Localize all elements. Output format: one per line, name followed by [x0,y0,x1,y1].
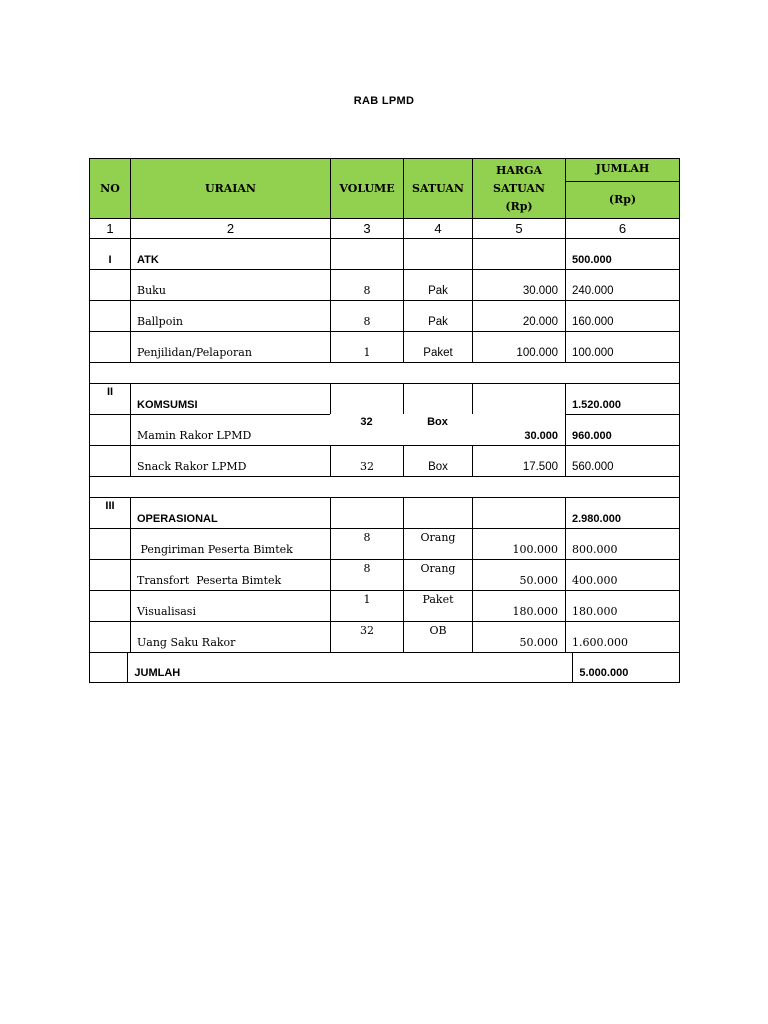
table-row [89,414,680,445]
item-volume: 32 [360,416,373,428]
budget-table [89,158,680,683]
table-row [89,590,680,621]
section-gap [89,362,680,383]
item-harga: 100.000 [516,347,558,359]
table-row [89,445,680,476]
table-row [89,331,680,362]
column-number: 4 [403,218,472,238]
header-harga-satuan [472,158,565,218]
item-uraian: Ballpoin [137,315,183,328]
section-total: 500.000 [572,254,612,266]
item-jumlah: 400.000 [572,574,618,587]
section-row-operasional [89,497,680,528]
header-harga-line1: HARGA [496,163,542,177]
item-uraian: Visualisasi [137,605,196,618]
item-satuan: Box [427,416,448,428]
item-harga: 20.000 [522,316,558,328]
column-number: 6 [565,218,680,238]
item-jumlah: 100.000 [572,347,614,359]
header-harga-line2: SATUAN [493,181,545,195]
section-total: 2.980.000 [572,513,621,525]
item-harga: 30.000 [524,430,558,442]
item-jumlah: 560.000 [572,461,614,473]
header-jumlah [565,158,680,218]
total-label: JUMLAH [134,667,181,679]
item-jumlah: 180.000 [572,605,618,618]
item-harga: 30.000 [522,285,558,297]
header-no: NO [89,158,130,218]
item-uraian: Penjilidan/Pelaporan [137,346,252,359]
item-uraian: Transfort Peserta Bimtek [137,574,282,587]
item-satuan: Pak [428,316,448,328]
table-header [89,158,680,218]
section-row-atk [89,238,680,269]
section-row-komsumsi [89,383,680,414]
item-jumlah: 160.000 [572,316,614,328]
section-name: KOMSUMSI [137,399,198,411]
item-jumlah: 1.600.000 [572,636,628,649]
section-total: 1.520.000 [572,399,621,411]
table-row [89,528,680,559]
item-satuan: Orang [420,562,456,575]
table-row [89,300,680,331]
item-volume: 32 [360,624,374,637]
item-jumlah: 800.000 [572,543,618,556]
item-uraian: Uang Saku Rakor [137,636,236,649]
item-harga: 50.000 [519,574,558,587]
item-uraian: Pengiriman Peserta Bimtek [137,543,293,556]
section-gap [89,476,680,497]
header-satuan: SATUAN [403,158,472,218]
section-name: OPERASIONAL [137,513,218,525]
section-number: I [108,254,112,266]
header-harga-line3: (Rp) [505,200,533,214]
table-row [89,621,680,652]
item-jumlah: 960.000 [572,430,612,442]
column-number: 1 [89,218,130,238]
section-name: ATK [137,254,159,266]
column-number: 5 [472,218,565,238]
item-satuan: Paket [422,593,454,606]
table-row [89,559,680,590]
item-volume: 8 [363,315,371,328]
item-harga: 180.000 [512,605,558,618]
column-number-row [89,218,680,238]
item-volume: 8 [363,531,371,544]
total-row [89,652,680,683]
item-volume: 32 [360,460,374,473]
total-value: 5.000.000 [579,667,629,679]
item-harga: 50.000 [519,636,558,649]
item-volume: 8 [363,562,371,575]
item-satuan: Orang [420,531,456,544]
column-number: 3 [330,218,403,238]
item-harga: 17.500 [522,461,558,473]
item-harga: 100.000 [512,543,558,556]
document-title: RAB LPMD [353,95,415,107]
section-number: III [105,500,115,512]
column-number: 2 [130,218,330,238]
item-uraian: Snack Rakor LPMD [137,460,247,473]
header-uraian: URAIAN [130,158,330,218]
table-row [89,269,680,300]
section-number: II [106,386,114,398]
item-satuan: Pak [428,285,448,297]
header-jumlah-line1: JUMLAH [595,162,650,175]
item-volume: 1 [363,346,371,359]
item-uraian: Mamin Rakor LPMD [137,429,252,442]
item-satuan: Box [428,461,448,473]
header-jumlah-line2: (Rp) [608,193,637,206]
header-volume: VOLUME [330,158,403,218]
item-satuan: OB [429,624,447,637]
item-volume: 8 [363,284,371,297]
item-satuan: Paket [423,347,453,359]
item-volume: 1 [363,593,371,606]
item-uraian: Buku [137,284,166,297]
item-jumlah: 240.000 [572,285,614,297]
